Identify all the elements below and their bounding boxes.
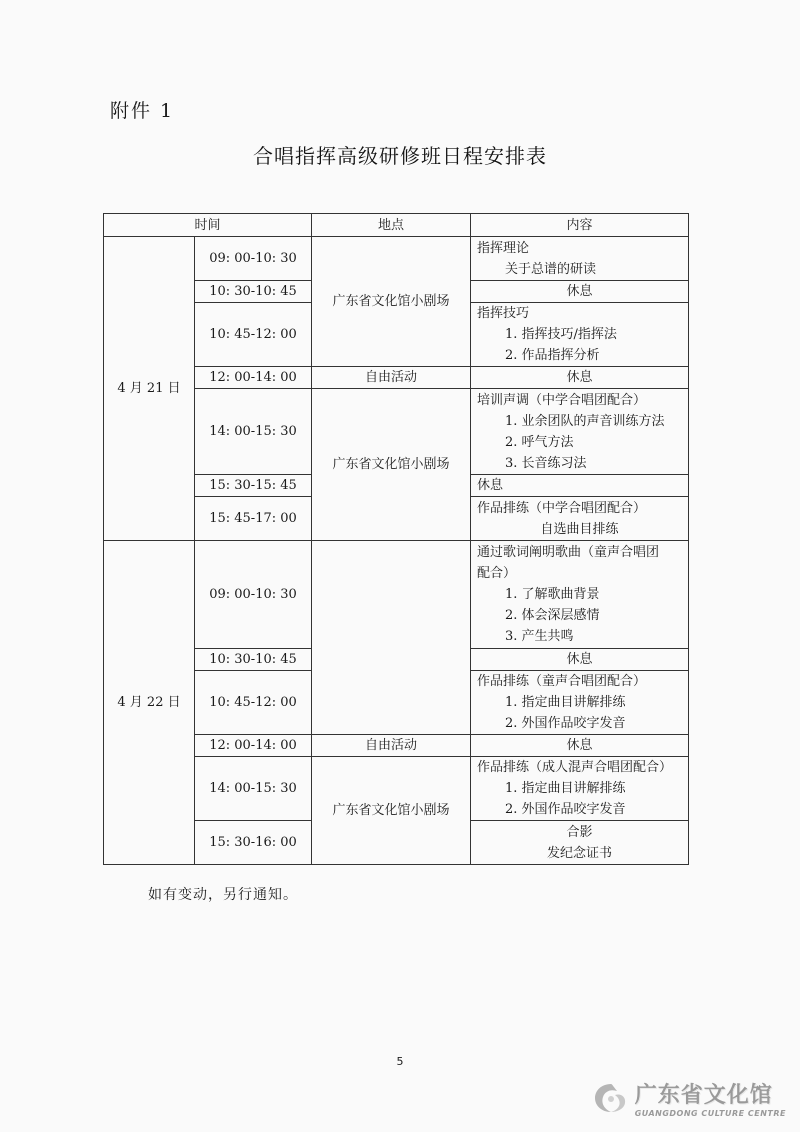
page-number: 5 <box>396 1055 404 1068</box>
content-title: 作品排练（童声合唱团配合） <box>477 674 647 689</box>
table-header-row <box>104 214 689 237</box>
content-subtitle: 自选曲目排练 <box>540 521 619 537</box>
date-cell: 4 月 21 日 <box>104 237 195 541</box>
content-cell <box>471 237 689 281</box>
time-cell: 10: 30-10: 45 <box>195 281 312 303</box>
content-item: 3. 产生共鸣 <box>505 629 574 644</box>
watermark <box>591 1078 786 1118</box>
content-cell: 休息 <box>471 649 689 671</box>
time-cell: 14: 00-15: 30 <box>195 389 312 475</box>
place-cell: 广东省文化馆小剧场 <box>312 389 471 541</box>
table-row <box>104 541 689 649</box>
content-item: 2. 呼气方法 <box>505 434 574 450</box>
content-line: 发纪念证书 <box>547 845 613 861</box>
attachment-label: 附件 1 <box>110 100 175 122</box>
content-cell <box>471 303 689 367</box>
content-cell <box>471 497 689 541</box>
table-row <box>104 237 689 281</box>
watermark-en: GUANGDONG CULTURE CENTRE <box>634 1109 786 1118</box>
content-item: 关于总谱的研读 <box>505 261 597 277</box>
place-cell: 自由活动 <box>312 367 471 389</box>
content-title: 培训声调（中学合唱团配合） <box>477 392 647 408</box>
time-cell: 15: 30-16: 00 <box>195 821 312 865</box>
time-cell: 15: 30-15: 45 <box>195 475 312 497</box>
content-item: 2. 外国作品咬字发音 <box>505 802 626 817</box>
time-cell: 09: 00-10: 30 <box>195 541 312 649</box>
time-cell: 14: 00-15: 30 <box>195 757 312 821</box>
content-title: 指挥技巧 <box>477 306 530 321</box>
content-cell: 休息 <box>471 475 689 497</box>
content-cell <box>471 671 689 735</box>
header-place: 地点 <box>312 214 471 237</box>
schedule-table <box>103 213 689 865</box>
content-cell <box>471 821 689 865</box>
page-title: 合唱指挥高级研修班日程安排表 <box>253 144 547 168</box>
content-title: 作品排练（成人混声合唱团配合） <box>477 760 673 775</box>
content-cell: 休息 <box>471 367 689 389</box>
place-cell: 自由活动 <box>312 735 471 757</box>
content-title: 通过歌词阐明歌曲（童声合唱团 <box>477 545 660 560</box>
content-item: 2. 体会深层感情 <box>505 608 600 623</box>
header-time: 时间 <box>104 214 312 237</box>
place-cell: 广东省文化馆小剧场 <box>312 757 471 865</box>
time-cell: 09: 00-10: 30 <box>195 237 312 281</box>
time-cell: 12: 00-14: 00 <box>195 735 312 757</box>
content-item: 1. 了解歌曲背景 <box>505 587 600 602</box>
watermark-cn: 广东省文化馆 <box>634 1083 773 1108</box>
time-cell: 15: 45-17: 00 <box>195 497 312 541</box>
place-cell-empty <box>312 541 471 735</box>
content-item: 3. 长音练习法 <box>505 455 587 471</box>
content-title: 配合） <box>477 566 517 581</box>
time-cell: 10: 45-12: 00 <box>195 303 312 367</box>
footnote: 如有变动，另行通知。 <box>148 887 298 903</box>
culture-centre-logo-icon <box>591 1081 631 1115</box>
content-item: 1. 指定曲目讲解排练 <box>505 695 626 710</box>
content-cell <box>471 541 689 649</box>
date-cell: 4 月 22 日 <box>104 541 195 865</box>
content-cell <box>471 389 689 475</box>
content-item: 1. 指定曲目讲解排练 <box>505 781 626 796</box>
time-cell: 12: 00-14: 00 <box>195 367 312 389</box>
time-cell: 10: 45-12: 00 <box>195 671 312 735</box>
content-cell <box>471 757 689 821</box>
content-item: 2. 外国作品咬字发音 <box>505 716 626 731</box>
content-item: 2. 作品指挥分析 <box>505 348 600 363</box>
content-title: 指挥理论 <box>477 240 530 256</box>
header-content: 内容 <box>471 214 689 237</box>
time-cell: 10: 30-10: 45 <box>195 649 312 671</box>
place-cell: 广东省文化馆小剧场 <box>312 237 471 367</box>
content-title: 作品排练（中学合唱团配合） <box>477 500 647 516</box>
content-item: 1. 指挥技巧/指挥法 <box>505 327 617 342</box>
content-line: 合影 <box>566 824 593 840</box>
content-item: 1. 业余团队的声音训练方法 <box>505 413 665 429</box>
content-cell: 休息 <box>471 735 689 757</box>
content-cell: 休息 <box>471 281 689 303</box>
